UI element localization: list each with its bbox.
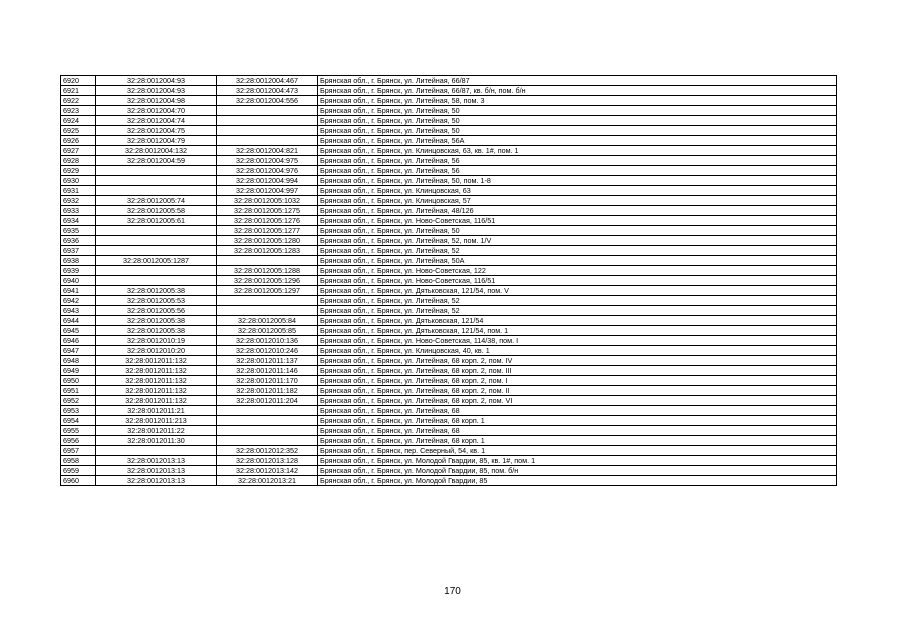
address-cell: Брянская обл., г. Брянск, пер. Северный, 54, кв. 1 xyxy=(318,446,837,456)
parcel-cadastral-number-cell: 32:28:0012013:13 xyxy=(96,456,217,466)
registry-table xyxy=(60,75,837,486)
row-number-cell: 6928 xyxy=(61,156,96,166)
table-row xyxy=(61,326,837,336)
table-row xyxy=(61,166,837,176)
table-row xyxy=(61,236,837,246)
table-row xyxy=(61,86,837,96)
parcel-cadastral-number-cell: 32:28:0012005:38 xyxy=(96,286,217,296)
row-number-cell: 6937 xyxy=(61,246,96,256)
parcel-cadastral-number-cell: 32:28:0012005:61 xyxy=(96,216,217,226)
parcel-cadastral-number-cell: 32:28:0012005:58 xyxy=(96,206,217,216)
row-number-cell: 6931 xyxy=(61,186,96,196)
address-cell: Брянская обл., г. Брянск, ул. Клинцовская, 63 xyxy=(318,186,837,196)
table-row xyxy=(61,386,837,396)
object-cadastral-number-cell xyxy=(217,426,318,436)
address-cell: Брянская обл., г. Брянск, ул. Клинцовская, 40, кв. 1 xyxy=(318,346,837,356)
table-row xyxy=(61,226,837,236)
object-cadastral-number-cell xyxy=(217,436,318,446)
address-cell: Брянская обл., г. Брянск, ул. Молодой Гвардии, 85, пом. б/н xyxy=(318,466,837,476)
address-cell: Брянская обл., г. Брянск, ул. Литейная, 56 xyxy=(318,156,837,166)
table-row xyxy=(61,406,837,416)
address-cell: Брянская обл., г. Брянск, ул. Дятьковская, 121/54, пом. V xyxy=(318,286,837,296)
table-row xyxy=(61,286,837,296)
object-cadastral-number-cell: 32:28:0012004:473 xyxy=(217,86,318,96)
address-cell: Брянская обл., г. Брянск, ул. Ново-Советская, 116/51 xyxy=(318,216,837,226)
object-cadastral-number-cell xyxy=(217,406,318,416)
object-cadastral-number-cell: 32:28:0012005:1297 xyxy=(217,286,318,296)
object-cadastral-number-cell: 32:28:0012005:84 xyxy=(217,316,318,326)
object-cadastral-number-cell: 32:28:0012013:128 xyxy=(217,456,318,466)
object-cadastral-number-cell: 32:28:0012004:467 xyxy=(217,76,318,86)
object-cadastral-number-cell xyxy=(217,416,318,426)
object-cadastral-number-cell xyxy=(217,106,318,116)
row-number-cell: 6949 xyxy=(61,366,96,376)
parcel-cadastral-number-cell: 32:28:0012005:38 xyxy=(96,316,217,326)
row-number-cell: 6956 xyxy=(61,436,96,446)
table-row xyxy=(61,316,837,326)
table-row xyxy=(61,436,837,446)
parcel-cadastral-number-cell: 32:28:0012011:30 xyxy=(96,436,217,446)
parcel-cadastral-number-cell: 32:28:0012004:98 xyxy=(96,96,217,106)
parcel-cadastral-number-cell: 32:28:0012004:74 xyxy=(96,116,217,126)
table-row xyxy=(61,356,837,366)
object-cadastral-number-cell: 32:28:0012005:1275 xyxy=(217,206,318,216)
object-cadastral-number-cell: 32:28:0012005:1276 xyxy=(217,216,318,226)
row-number-cell: 6952 xyxy=(61,396,96,406)
object-cadastral-number-cell: 32:28:0012004:997 xyxy=(217,186,318,196)
object-cadastral-number-cell xyxy=(217,256,318,266)
address-cell: Брянская обл., г. Брянск, ул. Литейная, 50, пом. 1-8 xyxy=(318,176,837,186)
table-row xyxy=(61,276,837,286)
address-cell: Брянская обл., г. Брянск, ул. Литейная, 66/87 xyxy=(318,76,837,86)
row-number-cell: 6959 xyxy=(61,466,96,476)
address-cell: Брянская обл., г. Брянск, ул. Молодой Гвардии, 85, кв. 1#, пом. 1 xyxy=(318,456,837,466)
row-number-cell: 6920 xyxy=(61,76,96,86)
parcel-cadastral-number-cell xyxy=(96,176,217,186)
document-page xyxy=(60,75,837,486)
table-row xyxy=(61,266,837,276)
row-number-cell: 6946 xyxy=(61,336,96,346)
parcel-cadastral-number-cell: 32:28:0012004:79 xyxy=(96,136,217,146)
address-cell: Брянская обл., г. Брянск, ул. Литейная, 68 корп. 2, пом. I xyxy=(318,376,837,386)
row-number-cell: 6941 xyxy=(61,286,96,296)
address-cell: Брянская обл., г. Брянск, ул. Литейная, 52 xyxy=(318,296,837,306)
table-row xyxy=(61,416,837,426)
object-cadastral-number-cell: 32:28:0012011:170 xyxy=(217,376,318,386)
table-row xyxy=(61,106,837,116)
object-cadastral-number-cell xyxy=(217,306,318,316)
address-cell: Брянская обл., г. Брянск, ул. Литейная, 68 корп. 2, пом. VI xyxy=(318,396,837,406)
table-row xyxy=(61,196,837,206)
object-cadastral-number-cell: 32:28:0012004:976 xyxy=(217,166,318,176)
table-row xyxy=(61,426,837,436)
address-cell: Брянская обл., г. Брянск, ул. Литейная, 68 xyxy=(318,426,837,436)
address-cell: Брянская обл., г. Брянск, ул. Литейная, 50 xyxy=(318,226,837,236)
row-number-cell: 6951 xyxy=(61,386,96,396)
row-number-cell: 6938 xyxy=(61,256,96,266)
table-row xyxy=(61,396,837,406)
parcel-cadastral-number-cell: 32:28:0012010:20 xyxy=(96,346,217,356)
table-row xyxy=(61,216,837,226)
table-row xyxy=(61,456,837,466)
object-cadastral-number-cell: 32:28:0012004:994 xyxy=(217,176,318,186)
table-row xyxy=(61,76,837,86)
table-row xyxy=(61,476,837,486)
address-cell: Брянская обл., г. Брянск, ул. Литейная, 68 xyxy=(318,406,837,416)
row-number-cell: 6957 xyxy=(61,446,96,456)
address-cell: Брянская обл., г. Брянск, ул. Клинцовская, 57 xyxy=(318,196,837,206)
row-number-cell: 6954 xyxy=(61,416,96,426)
table-row xyxy=(61,306,837,316)
object-cadastral-number-cell: 32:28:0012010:246 xyxy=(217,346,318,356)
parcel-cadastral-number-cell: 32:28:0012011:132 xyxy=(96,376,217,386)
parcel-cadastral-number-cell xyxy=(96,276,217,286)
parcel-cadastral-number-cell: 32:28:0012011:132 xyxy=(96,366,217,376)
row-number-cell: 6924 xyxy=(61,116,96,126)
address-cell: Брянская обл., г. Брянск, ул. Литейная, 50А xyxy=(318,256,837,266)
row-number-cell: 6930 xyxy=(61,176,96,186)
row-number-cell: 6960 xyxy=(61,476,96,486)
parcel-cadastral-number-cell: 32:28:0012011:22 xyxy=(96,426,217,436)
table-row xyxy=(61,246,837,256)
parcel-cadastral-number-cell xyxy=(96,246,217,256)
parcel-cadastral-number-cell: 32:28:0012005:56 xyxy=(96,306,217,316)
address-cell: Брянская обл., г. Брянск, ул. Литейная, 66/87, кв. б/н, пом. б/н xyxy=(318,86,837,96)
row-number-cell: 6934 xyxy=(61,216,96,226)
table-row xyxy=(61,126,837,136)
object-cadastral-number-cell xyxy=(217,296,318,306)
object-cadastral-number-cell: 32:28:0012011:182 xyxy=(217,386,318,396)
parcel-cadastral-number-cell: 32:28:0012004:93 xyxy=(96,86,217,96)
row-number-cell: 6932 xyxy=(61,196,96,206)
address-cell: Брянская обл., г. Брянск, ул. Ново-Советская, 122 xyxy=(318,266,837,276)
object-cadastral-number-cell: 32:28:0012005:1032 xyxy=(217,196,318,206)
row-number-cell: 6944 xyxy=(61,316,96,326)
registry-table-body xyxy=(61,76,837,486)
row-number-cell: 6950 xyxy=(61,376,96,386)
row-number-cell: 6922 xyxy=(61,96,96,106)
address-cell: Брянская обл., г. Брянск, ул. Литейная, 68 корп. 1 xyxy=(318,436,837,446)
row-number-cell: 6935 xyxy=(61,226,96,236)
row-number-cell: 6939 xyxy=(61,266,96,276)
parcel-cadastral-number-cell xyxy=(96,266,217,276)
row-number-cell: 6942 xyxy=(61,296,96,306)
object-cadastral-number-cell: 32:28:0012004:975 xyxy=(217,156,318,166)
table-row xyxy=(61,186,837,196)
address-cell: Брянская обл., г. Брянск, ул. Литейная, 50 xyxy=(318,116,837,126)
object-cadastral-number-cell: 32:28:0012010:136 xyxy=(217,336,318,346)
object-cadastral-number-cell: 32:28:0012011:204 xyxy=(217,396,318,406)
parcel-cadastral-number-cell: 32:28:0012013:13 xyxy=(96,476,217,486)
object-cadastral-number-cell: 32:28:0012005:1288 xyxy=(217,266,318,276)
parcel-cadastral-number-cell: 32:28:0012011:132 xyxy=(96,356,217,366)
parcel-cadastral-number-cell: 32:28:0012010:19 xyxy=(96,336,217,346)
row-number-cell: 6947 xyxy=(61,346,96,356)
parcel-cadastral-number-cell: 32:28:0012004:70 xyxy=(96,106,217,116)
parcel-cadastral-number-cell xyxy=(96,446,217,456)
address-cell: Брянская обл., г. Брянск, ул. Литейная, 58, пом. 3 xyxy=(318,96,837,106)
address-cell: Брянская обл., г. Брянск, ул. Литейная, 52 xyxy=(318,306,837,316)
parcel-cadastral-number-cell: 32:28:0012005:74 xyxy=(96,196,217,206)
object-cadastral-number-cell: 32:28:0012011:137 xyxy=(217,356,318,366)
table-row xyxy=(61,446,837,456)
address-cell: Брянская обл., г. Брянск, ул. Ново-Советская, 114/38, пом. I xyxy=(318,336,837,346)
object-cadastral-number-cell: 32:28:0012004:556 xyxy=(217,96,318,106)
address-cell: Брянская обл., г. Брянск, ул. Литейная, 50 xyxy=(318,126,837,136)
row-number-cell: 6948 xyxy=(61,356,96,366)
parcel-cadastral-number-cell: 32:28:0012005:53 xyxy=(96,296,217,306)
row-number-cell: 6953 xyxy=(61,406,96,416)
object-cadastral-number-cell: 32:28:0012012:352 xyxy=(217,446,318,456)
row-number-cell: 6958 xyxy=(61,456,96,466)
parcel-cadastral-number-cell: 32:28:0012004:75 xyxy=(96,126,217,136)
table-row xyxy=(61,116,837,126)
parcel-cadastral-number-cell: 32:28:0012011:21 xyxy=(96,406,217,416)
row-number-cell: 6940 xyxy=(61,276,96,286)
row-number-cell: 6925 xyxy=(61,126,96,136)
parcel-cadastral-number-cell: 32:28:0012004:59 xyxy=(96,156,217,166)
parcel-cadastral-number-cell: 32:28:0012004:93 xyxy=(96,76,217,86)
object-cadastral-number-cell xyxy=(217,116,318,126)
row-number-cell: 6943 xyxy=(61,306,96,316)
address-cell: Брянская обл., г. Брянск, ул. Литейная, 56А xyxy=(318,136,837,146)
address-cell: Брянская обл., г. Брянск, ул. Клинцовская, 63, кв. 1#, пом. 1 xyxy=(318,146,837,156)
object-cadastral-number-cell: 32:28:0012013:142 xyxy=(217,466,318,476)
row-number-cell: 6936 xyxy=(61,236,96,246)
row-number-cell: 6926 xyxy=(61,136,96,146)
object-cadastral-number-cell xyxy=(217,136,318,146)
address-cell: Брянская обл., г. Брянск, ул. Литейная, 68 корп. 2, пом. III xyxy=(318,366,837,376)
address-cell: Брянская обл., г. Брянск, ул. Дятьковская, 121/54, пом. 1 xyxy=(318,326,837,336)
parcel-cadastral-number-cell xyxy=(96,226,217,236)
address-cell: Брянская обл., г. Брянск, ул. Молодой Гвардии, 85 xyxy=(318,476,837,486)
table-row xyxy=(61,366,837,376)
parcel-cadastral-number-cell: 32:28:0012013:13 xyxy=(96,466,217,476)
table-row xyxy=(61,96,837,106)
address-cell: Брянская обл., г. Брянск, ул. Дятьковская, 121/54 xyxy=(318,316,837,326)
row-number-cell: 6945 xyxy=(61,326,96,336)
address-cell: Брянская обл., г. Брянск, ул. Ново-Советская, 116/51 xyxy=(318,276,837,286)
row-number-cell: 6933 xyxy=(61,206,96,216)
address-cell: Брянская обл., г. Брянск, ул. Литейная, 68 корп. 2, пом. IV xyxy=(318,356,837,366)
table-row xyxy=(61,156,837,166)
object-cadastral-number-cell: 32:28:0012005:1277 xyxy=(217,226,318,236)
parcel-cadastral-number-cell xyxy=(96,236,217,246)
table-row xyxy=(61,146,837,156)
parcel-cadastral-number-cell: 32:28:0012011:213 xyxy=(96,416,217,426)
address-cell: Брянская обл., г. Брянск, ул. Литейная, 56 xyxy=(318,166,837,176)
row-number-cell: 6927 xyxy=(61,146,96,156)
parcel-cadastral-number-cell: 32:28:0012011:132 xyxy=(96,396,217,406)
object-cadastral-number-cell: 32:28:0012005:1296 xyxy=(217,276,318,286)
page-number: 170 xyxy=(444,586,461,597)
table-row xyxy=(61,376,837,386)
row-number-cell: 6921 xyxy=(61,86,96,96)
table-row xyxy=(61,256,837,266)
table-row xyxy=(61,466,837,476)
object-cadastral-number-cell xyxy=(217,126,318,136)
row-number-cell: 6923 xyxy=(61,106,96,116)
object-cadastral-number-cell: 32:28:0012005:1283 xyxy=(217,246,318,256)
address-cell: Брянская обл., г. Брянск, ул. Литейная, 52, пом. 1/V xyxy=(318,236,837,246)
table-row xyxy=(61,206,837,216)
parcel-cadastral-number-cell: 32:28:0012005:38 xyxy=(96,326,217,336)
parcel-cadastral-number-cell: 32:28:0012005:1287 xyxy=(96,256,217,266)
object-cadastral-number-cell: 32:28:0012005:85 xyxy=(217,326,318,336)
table-row xyxy=(61,176,837,186)
address-cell: Брянская обл., г. Брянск, ул. Литейная, 52 xyxy=(318,246,837,256)
address-cell: Брянская обл., г. Брянск, ул. Литейная, 68 корп. 2, пом. II xyxy=(318,386,837,396)
table-row xyxy=(61,336,837,346)
parcel-cadastral-number-cell xyxy=(96,186,217,196)
table-row xyxy=(61,296,837,306)
parcel-cadastral-number-cell: 32:28:0012011:132 xyxy=(96,386,217,396)
address-cell: Брянская обл., г. Брянск, ул. Литейная, 48/126 xyxy=(318,206,837,216)
parcel-cadastral-number-cell xyxy=(96,166,217,176)
table-row xyxy=(61,346,837,356)
row-number-cell: 6955 xyxy=(61,426,96,436)
row-number-cell: 6929 xyxy=(61,166,96,176)
address-cell: Брянская обл., г. Брянск, ул. Литейная, 50 xyxy=(318,106,837,116)
address-cell: Брянская обл., г. Брянск, ул. Литейная, 68 корп. 1 xyxy=(318,416,837,426)
object-cadastral-number-cell: 32:28:0012004:821 xyxy=(217,146,318,156)
parcel-cadastral-number-cell: 32:28:0012004:132 xyxy=(96,146,217,156)
object-cadastral-number-cell: 32:28:0012013:21 xyxy=(217,476,318,486)
table-row xyxy=(61,136,837,146)
object-cadastral-number-cell: 32:28:0012011:146 xyxy=(217,366,318,376)
object-cadastral-number-cell: 32:28:0012005:1280 xyxy=(217,236,318,246)
